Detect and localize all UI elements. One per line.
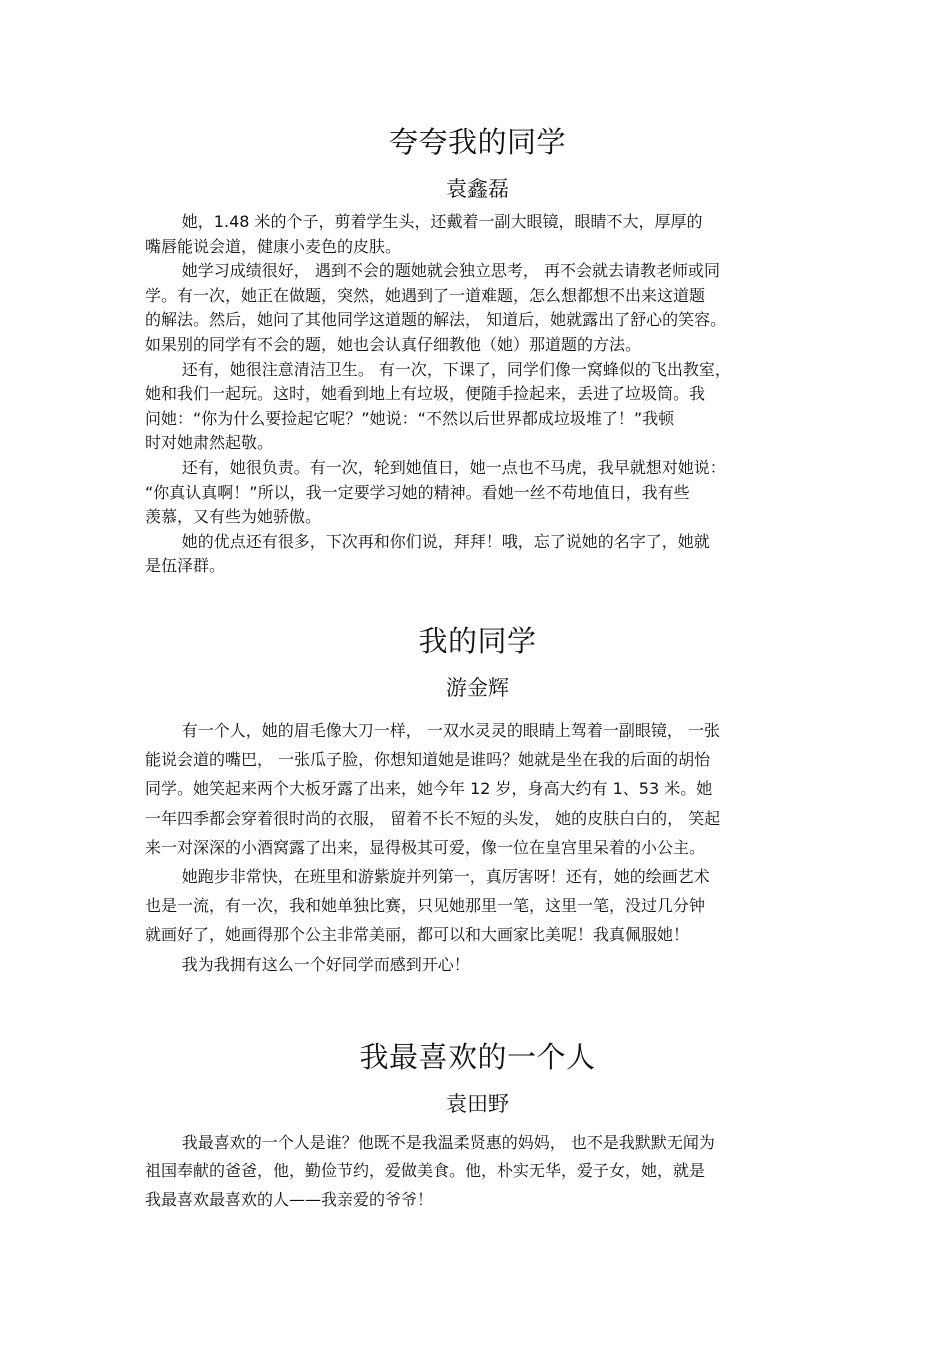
essay-1 — [145, 125, 810, 579]
paragraph: 还有，她很负责。有一次，轮到她值日，她一点也不马虎，我早就想对她说： “你真认真啊！”所以，我一定要学习她的精神。看她一丝不苟地值日，我有些 羡慕，又有些为她骄傲。 — [145, 457, 726, 527]
paragraph: 有一个人，她的眉毛像大刀一样， 一双水灵灵的眼睛上驾着一副眼镜， 一张 能说会道的嘴巴， 一张瓜子脸，你想知道她是谁吗？她就是坐在我的后面的胡怡 同学。她笑起来两个大板牙露了出来，她今年 12 岁，身高大约有 1、53 米。她 一年四季都会穿着很时尚的衣服， 留着不长不短的头发， 她的皮肤白白的， 笑起 来一对深深的小酒窝露了出来，显得极其可爱，像一位在皇宫里呆着的小公主。 — [145, 720, 721, 857]
essay-author: 袁鑫磊 — [446, 176, 509, 201]
paragraph: 她学习成绩很好， 遇到不会的题她就会独立思考， 再不会就去请教老师或同 学。有一次，她正在做题，突然，她遇到了一道难题，怎么想都想不出来这道题 的解法。然后，她问了其他同学这道题的解法， 知道后，她就露出了舒心的笑容。 如果别的同学有不会的题，她也会认真仔细教他（她）那道题的方法。 — [145, 261, 727, 354]
essay-title: 我的同学 — [418, 624, 537, 658]
paragraph: 她跑步非常快，在班里和游紫旋并列第一，真厉害呀！还有，她的绘画艺术 也是一流，有一次，我和她单独比赛，只见她那里一笔，这里一笔，没过几分钟 就画好了，她画得那个公主非常美丽，都可以和大画家比美呢！我真佩服她！ — [145, 867, 710, 945]
essay-2 — [145, 624, 810, 979]
paragraph: 她的优点还有很多，下次再和你们说，拜拜！哦，忘了说她的名字了，她就 是伍泽群。 — [145, 531, 710, 576]
paragraph: 我最喜欢的一个人是谁？他既不是我温柔贤惠的妈妈， 也不是我默默无闻为 祖国奉献的爸爸，他，勤俭节约，爱做美食。他，朴实无华，爱子女，她，就是 我最喜欢最喜欢的人——我亲爱的爷爷！ — [145, 1132, 715, 1209]
essay-title: 我最喜欢的一个人 — [359, 1040, 596, 1074]
essay-author: 袁田野 — [446, 1091, 509, 1116]
essay-title: 夸夸我的同学 — [388, 125, 566, 159]
paragraph: 还有，她很注意清洁卫生。 有一次，下课了，同学们像一窝蜂似的飞出教室， 她和我们一起玩。这时，她看到地上有垃圾，便随手捡起来，丢进了垃圾筒。我 问她：“你为什么要捡起它呢？”她说：“不然以后世界都成垃圾堆了！”我顿 时对她肃然起敬。 — [145, 359, 731, 453]
paragraph: 我为我拥有这么一个好同学而感到开心！ — [181, 954, 470, 974]
essay-3 — [145, 1040, 810, 1214]
essay-author: 游金辉 — [446, 675, 509, 700]
paragraph: 她，1.48 米的个子，剪着学生头，还戴着一副大眼镜，眼睛不大，厚厚的 嘴唇能说会道，健康小麦色的皮肤。 — [145, 211, 703, 256]
